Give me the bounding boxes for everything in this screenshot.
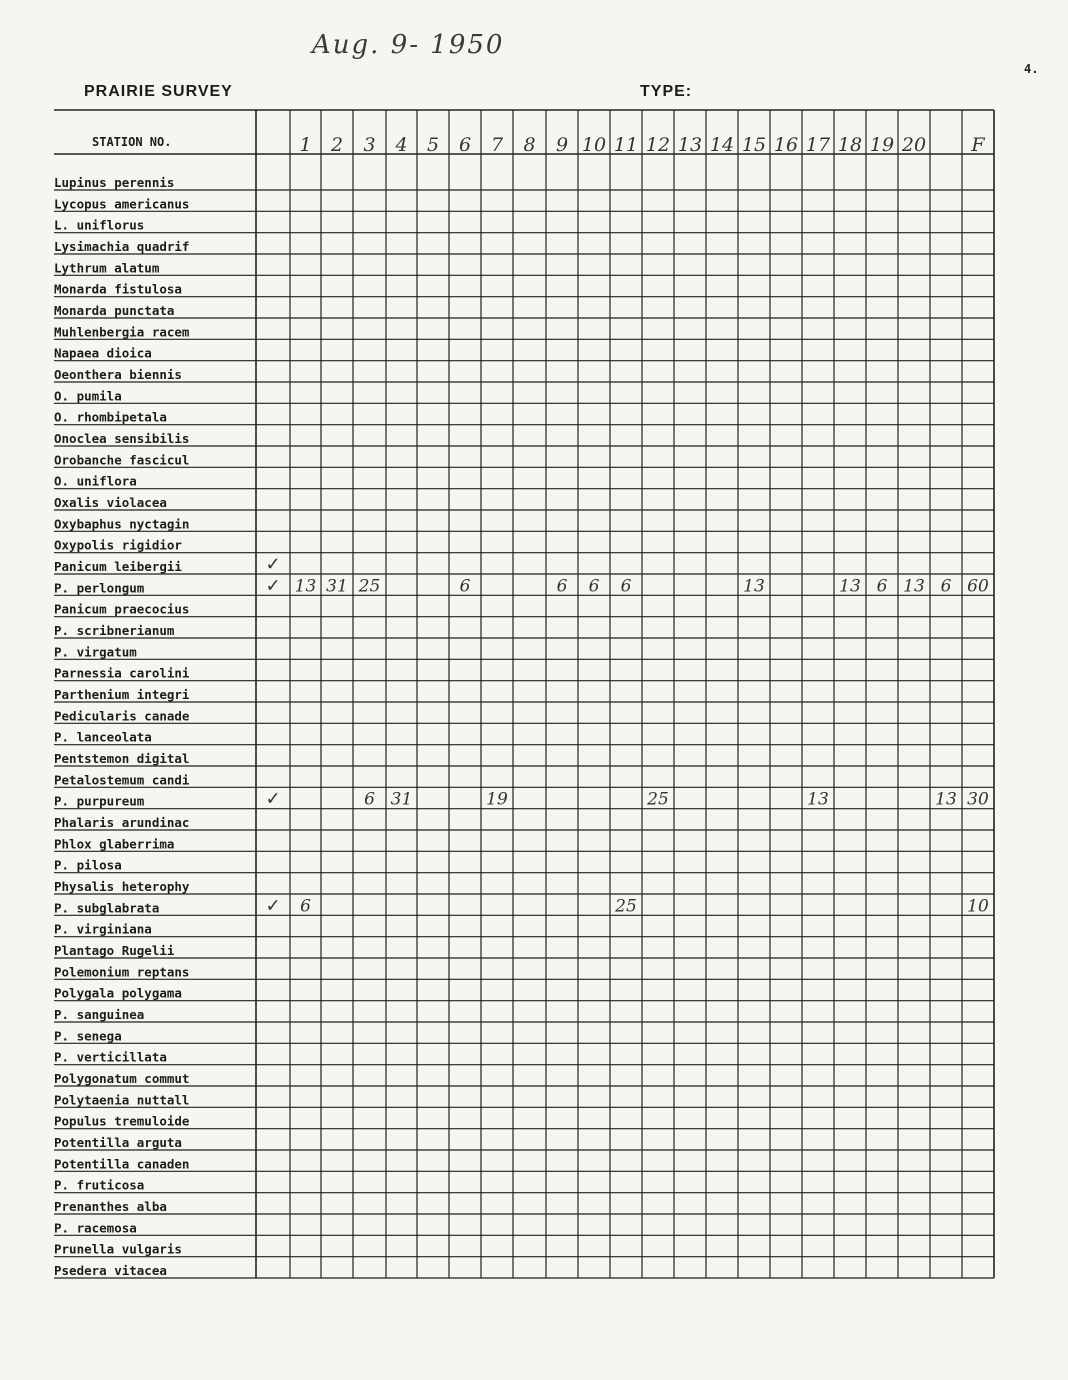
- type-label: TYPE:: [640, 83, 693, 100]
- species-name: P. senega: [54, 1028, 122, 1044]
- species-name: Oxypolis rigidior: [54, 537, 182, 553]
- station-number: 17: [805, 134, 831, 156]
- species-name: Prenanthes alba: [54, 1199, 167, 1214]
- species-name: Physalis heterophy: [54, 879, 190, 894]
- station-number: 13: [677, 134, 703, 156]
- station-no-label: STATION NO.: [92, 135, 172, 149]
- handwritten-date: Aug. 9- 1950: [312, 30, 505, 60]
- check-mark: ✓: [265, 788, 281, 810]
- species-name: Polytaenia nuttall: [54, 1092, 190, 1108]
- station-number: 16: [773, 134, 799, 156]
- cover-value: 6: [940, 576, 952, 597]
- species-name: P. scribnerianum: [54, 623, 175, 638]
- station-number: 7: [490, 134, 504, 156]
- station-number: 3: [363, 134, 376, 156]
- cover-value: 6: [876, 576, 888, 597]
- station-number: 8: [523, 134, 536, 156]
- species-name: Parthenium integri: [54, 687, 190, 702]
- species-name: P. verticillata: [54, 1049, 167, 1065]
- check-mark: ✓: [265, 575, 281, 597]
- species-name: Phalaris arundinac: [54, 815, 190, 830]
- station-number: 9: [555, 134, 569, 156]
- station-number: 15: [741, 134, 767, 156]
- species-name: Orobanche fascicul: [54, 452, 190, 468]
- species-name: Oeonthera biennis: [54, 367, 182, 382]
- species-name: Muhlenbergia racem: [54, 324, 190, 340]
- cover-value: 6: [588, 576, 600, 597]
- species-name: Psedera vitacea: [54, 1263, 167, 1278]
- species-name: Potentilla arguta: [54, 1135, 182, 1150]
- species-name: L. uniflorus: [54, 217, 145, 233]
- species-name: P. virginiana: [54, 921, 152, 937]
- species-name: Onoclea sensibilis: [54, 431, 190, 446]
- species-name: P. subglabrata: [54, 900, 160, 916]
- species-name: P. sanguinea: [54, 1007, 145, 1022]
- cover-value: 19: [486, 789, 508, 810]
- station-number: 10: [581, 134, 607, 156]
- check-mark: ✓: [265, 554, 281, 575]
- species-name: Lupinus perennis: [54, 175, 175, 190]
- cover-value: 6: [556, 576, 568, 597]
- species-name: Lycopus americanus: [54, 196, 190, 212]
- species-name: P. purpureum: [54, 793, 145, 809]
- species-name: Populus tremuloide: [54, 1113, 190, 1129]
- species-name: Phlox glaberrima: [54, 836, 175, 852]
- species-name: P. perlongum: [54, 580, 145, 596]
- station-number: 6: [458, 134, 472, 156]
- species-name: Oxalis violacea: [54, 495, 167, 510]
- station-number: F: [971, 134, 985, 156]
- station-number: 4: [395, 134, 408, 156]
- station-number: 18: [837, 134, 863, 156]
- species-name: Polygala polygama: [54, 985, 182, 1001]
- cover-value: 25: [358, 576, 381, 597]
- species-name: P. virgatum: [54, 644, 137, 660]
- station-number: 19: [869, 134, 895, 156]
- cover-value: 10: [967, 896, 989, 917]
- species-name: Pentstemon digital: [54, 751, 190, 766]
- species-name: O. pumila: [54, 388, 122, 404]
- species-name: Monarda punctata: [54, 303, 175, 318]
- species-name: Plantago Rugelii: [54, 943, 175, 958]
- cover-value: 60: [967, 576, 989, 597]
- station-number: 11: [613, 134, 639, 156]
- species-name: Panicum leibergii: [54, 559, 182, 574]
- species-name: Parnessia carolini: [54, 665, 190, 681]
- cover-value: 13: [839, 576, 861, 597]
- station-number: 2: [330, 134, 344, 156]
- form-title: PRAIRIE SURVEY: [84, 83, 233, 100]
- species-name: Napaea dioica: [54, 345, 152, 361]
- check-mark: ✓: [265, 895, 281, 917]
- species-name: Prunella vulgaris: [54, 1241, 182, 1257]
- station-number: 20: [901, 134, 927, 156]
- species-name: O. uniflora: [54, 473, 137, 489]
- species-name: Petalostemum candi: [54, 772, 190, 788]
- species-name: Panicum praecocius: [54, 601, 190, 617]
- station-number: 5: [426, 134, 440, 156]
- station-number: 12: [645, 134, 671, 156]
- cover-value: 25: [615, 896, 637, 917]
- cover-value: 30: [967, 789, 989, 810]
- cover-value: 31: [326, 576, 348, 597]
- cover-value: 31: [390, 789, 413, 810]
- cover-value: 6: [459, 576, 471, 597]
- cover-value: 13: [743, 576, 765, 597]
- cover-value: 6: [300, 896, 311, 917]
- species-name: Potentilla canaden: [54, 1156, 190, 1172]
- species-name: Lythrum alatum: [54, 260, 160, 276]
- species-name: Monarda fistulosa: [54, 281, 182, 297]
- species-name: Lysimachia quadrif: [54, 239, 190, 254]
- species-name: Polemonium reptans: [54, 964, 190, 980]
- cover-value: 13: [935, 789, 957, 810]
- species-name: P. fruticosa: [54, 1177, 145, 1193]
- species-name: O. rhombipetala: [54, 409, 167, 425]
- species-name: Pedicularis canade: [54, 708, 190, 724]
- cover-value: 13: [294, 576, 317, 597]
- cover-value: 13: [807, 789, 829, 810]
- species-name: P. pilosa: [54, 857, 122, 873]
- cover-value: 6: [620, 576, 632, 597]
- species-name: Oxybaphus nyctagin: [54, 516, 190, 532]
- species-name: P. lanceolata: [54, 729, 152, 745]
- cover-value: 25: [647, 789, 669, 810]
- cover-value: 13: [903, 576, 925, 597]
- species-name: P. racemosa: [54, 1220, 137, 1236]
- page-number: 4.: [1024, 62, 1039, 76]
- station-number: 1: [299, 134, 312, 156]
- cover-value: 6: [364, 789, 375, 810]
- species-name: Polygonatum commut: [54, 1071, 190, 1086]
- station-number: 14: [709, 134, 735, 156]
